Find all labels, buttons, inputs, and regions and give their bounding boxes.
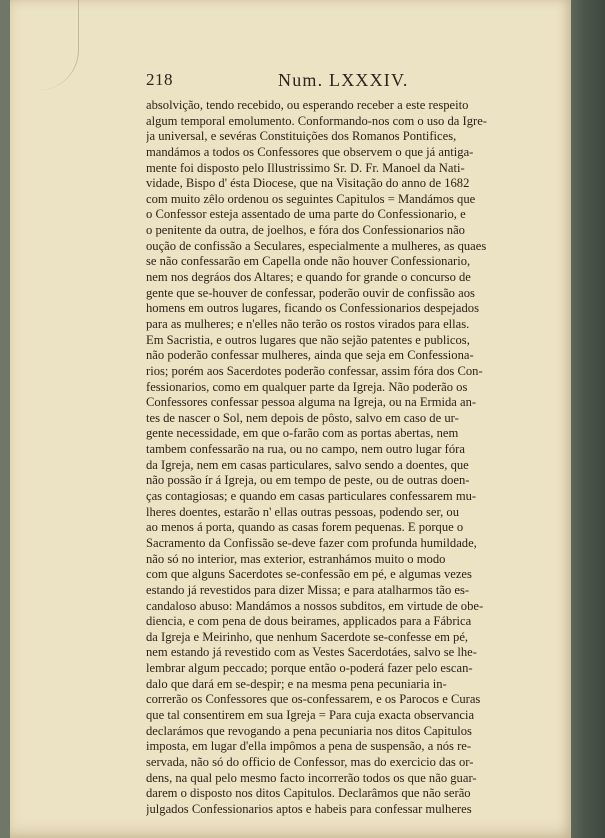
text-line: se não confessarão em Capella onde não houver Confessionario, (146, 254, 471, 269)
text-line: da Igreja e Meirinho, que nenhum Sacerdote se-confesse em pé, (146, 629, 469, 644)
book-spine (571, 0, 605, 838)
text-line: lheres doentes, estarão n' ellas outras pessoas, podendo ser, ou (146, 504, 460, 519)
text-line: servada, não só do officio de Confessor, mas do exercicio das or- (146, 754, 474, 769)
text-line: ças contagiosas; e quando em casas particulares confessarem mu- (146, 489, 477, 504)
text-line: tambem confessarão na rua, ou no campo, nem outro lugar fóra (146, 442, 465, 457)
text-line: estando já revestidos para dizer Missa; e para atalharmos tão es- (146, 582, 470, 597)
text-line: o penitente da outra, de joelhos, e fóra dos Confessionarios não (146, 223, 465, 238)
text-line: candaloso abuso: Mandámos a nossos subditos, em virtude de obe- (146, 598, 484, 613)
text-line: não possão ír á Igreja, ou em tempo de peste, ou de outras doen- (146, 473, 470, 488)
text-line: com que alguns Sacerdotes se-confessão em pé, e algumas vezes (146, 567, 472, 582)
text-line: da Igreja, nem em casas particulares, salvo sendo a doentes, que (146, 457, 469, 472)
text-line: para as mulheres; e n'elles não terão os rostos virados para ellas. (146, 316, 470, 331)
text-line: homens em outros lugares, ficando os Confessionarios despejados (146, 301, 479, 316)
text-line: com muito zêlo ordenou os seguintes Capitulos = Mandámos que (146, 191, 476, 206)
text-line: mandámos a todos os Confessores que observem o que já antiga- (146, 144, 474, 159)
text-line: não poderão confessar mulheres, ainda que seja em Confessiona- (146, 348, 474, 363)
text-line: gente que se-houver de confessar, poderão ouvir de confissão aos (146, 285, 475, 300)
text-line: que tal consentirem em sua Igreja = Para cuja exacta observancia (146, 707, 475, 722)
text-line: declarámos que revogando a pena pecuniaria nos ditos Capitulos (146, 723, 472, 738)
page-header (146, 70, 530, 94)
text-line: Sacramento da Confissão se-deve fazer com profunda humildade, (146, 535, 477, 550)
text-line: dalo que dará em se-despir; e na mesma pena pecuniaria in- (146, 676, 447, 691)
text-line: algum temporal emolumento. Conformando-nos com o uso da Igre- (146, 113, 488, 128)
text-line: diencia, e com pena de dous beirames, applicados para a Fábrica (146, 614, 472, 629)
text-line: lembrar algum peccado; porque então o-poderá fazer pelo escan- (146, 661, 473, 676)
text-line: vidade, Bispo d' ésta Diocese, que na Visitação do anno de 1682 (146, 176, 470, 191)
text-line: ao menos á porta, quando as casas forem pequenas. E porque o (146, 520, 464, 535)
text-line: Em Sacristia, e outros lugares que não sejão patentes e publicos, (146, 332, 470, 347)
text-line: ja universal, e sevéras Constituições dos Romanos Pontifices, (146, 129, 457, 144)
body-text (146, 98, 530, 817)
book-page (10, 0, 572, 838)
text-line: dens, na qual pelo mesmo facto incorrerão todos os que não guar- (146, 770, 477, 785)
text-line: tes de nascer o Sol, nem depois de pôsto, salvo em caso de ur- (146, 410, 459, 425)
text-line: nem nos degráos dos Altares; e quando for grande o concurso de (146, 270, 471, 285)
text-line: gente necessidade, em que o-farão com as portas abertas, nem (146, 426, 459, 441)
running-title: Num. LXXXIV. (278, 70, 409, 90)
page-number: 218 (146, 70, 173, 89)
text-line: Confessores confessar pessoa alguma na Igreja, ou na Ermida an- (146, 395, 477, 410)
text-line: não só no interior, mas exterior, estranhámos muito o modo (146, 551, 446, 566)
text-line: nem estando já revestido com as Vestes Sacerdotáes, salvo se lhe- (146, 645, 477, 660)
text-line: oução de confissão a Seculares, especialmente a mulheres, as quaes (146, 238, 487, 253)
text-line: correrão os Confessores que os-confessarem, e os Parocos e Curas (146, 692, 481, 707)
text-line: fessionarios, como em qualquer parte da Igreja. Não poderão os (146, 379, 468, 394)
text-line: mente foi disposto pelo Illustrissimo Sr. D. Fr. Manoel da Nati- (146, 160, 465, 175)
text-line: o Confessor esteja assentado de uma parte do Confessionario, e (146, 207, 466, 222)
text-line: absolvição, tendo recebido, ou esperando receber a este respeito (146, 98, 469, 112)
text-line: julgados Confessionarios aptos e habeis para confessar mulheres (146, 801, 472, 816)
text-line: darem o disposto nos ditos Capitulos. Declarâmos que não serão (146, 786, 471, 801)
text-line: rios; porém aos Sacerdotes poderão confessar, assim fóra dos Con- (146, 363, 483, 378)
text-line: imposta, em lugar d'ella impômos a pena de suspensão, a nós re- (146, 739, 472, 754)
page-fold-mark (28, 0, 79, 90)
